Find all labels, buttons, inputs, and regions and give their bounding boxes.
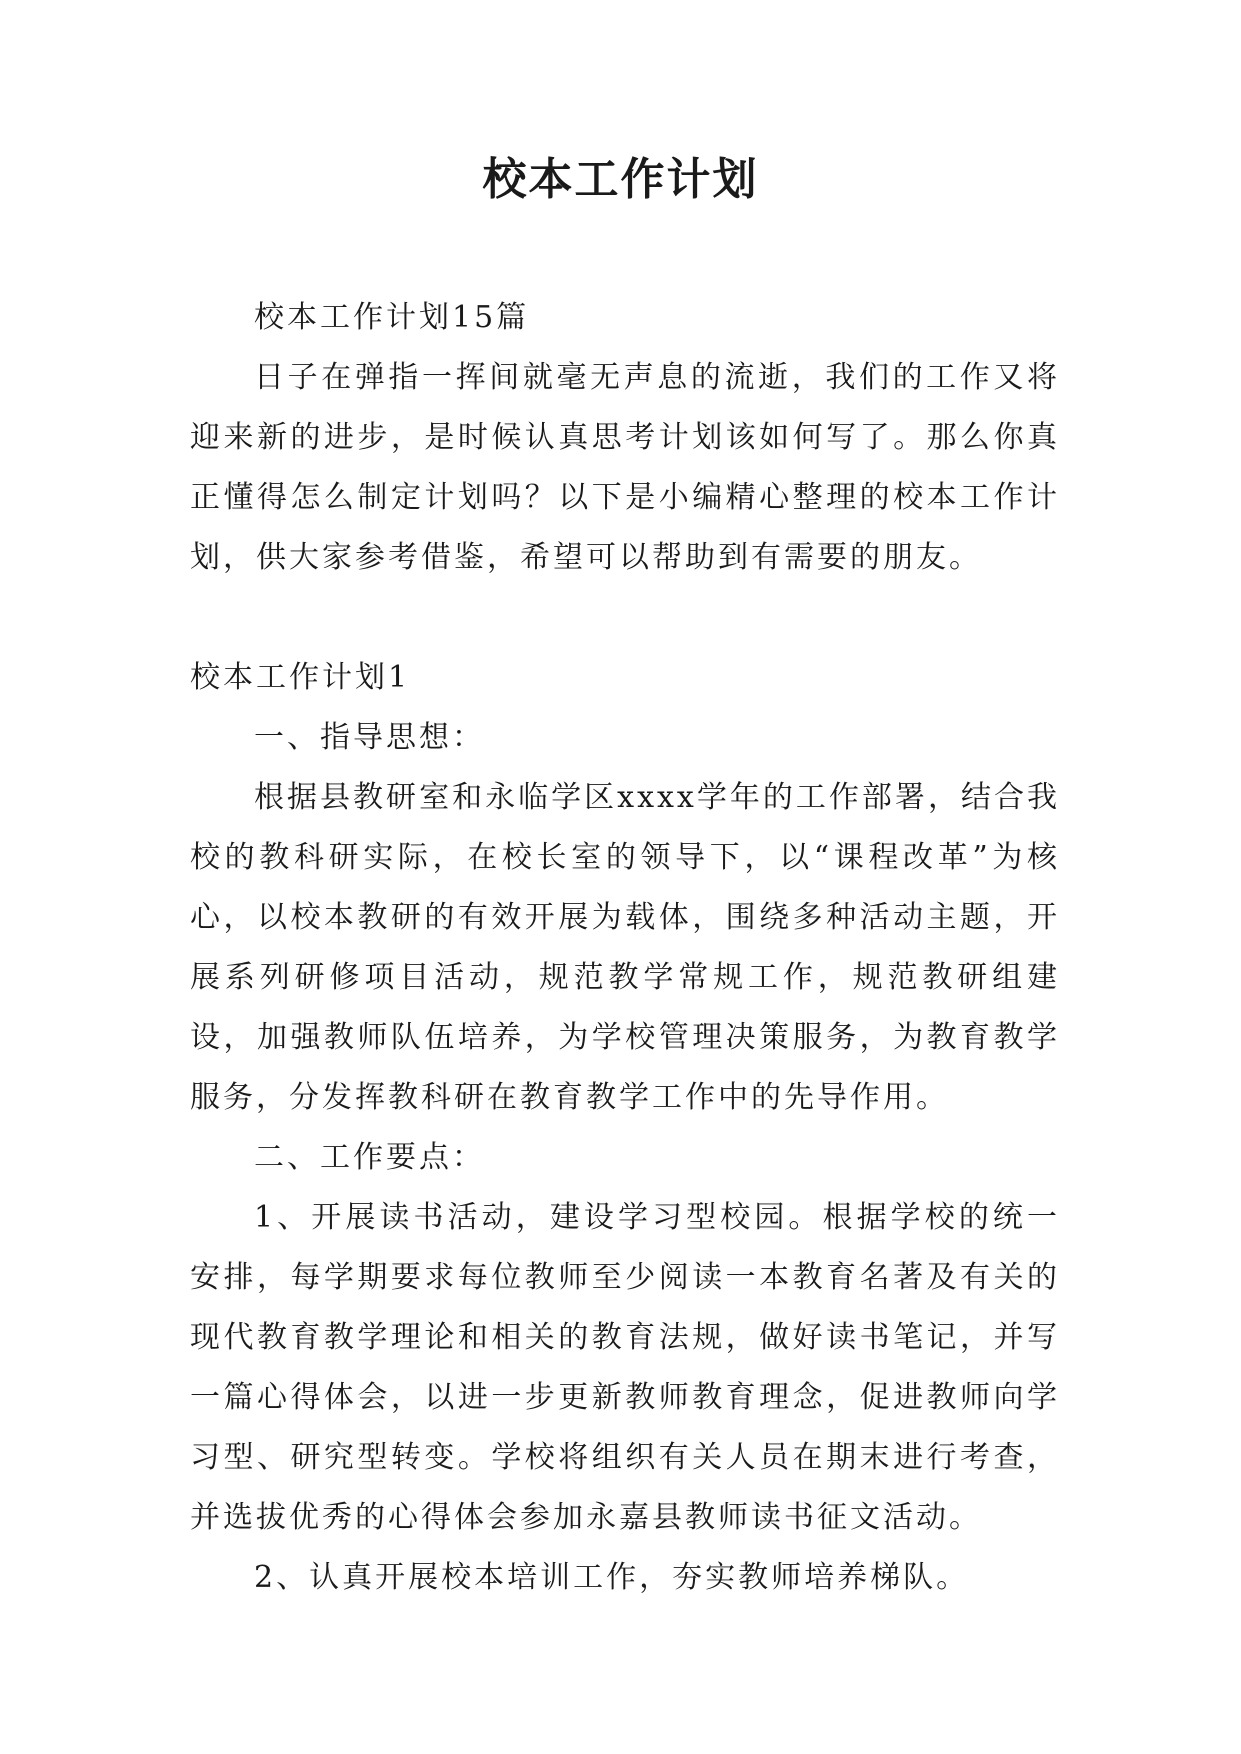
document-body bbox=[190, 288, 1060, 1608]
paragraph-point-2: 2、认真开展校本培训工作，夯实教师培养梯队。 bbox=[254, 1560, 970, 1595]
paragraph-point-1: 1、开展读书活动，建设学习型校园。根据学校的统一安排，每学期要求每位教师至少阅读一本教育名著及有关的现代教育教学理论和相关的教育法规，做好读书笔记，并写一篇心得体会，以进一步更新教师教育理念，促进教师向学习型、研究型转变。学校将组织有关人员在期末进行考查，并选拔优秀的心得体会参加永嘉县教师读书征文活动。 bbox=[190, 1200, 1060, 1535]
section-heading-plan-1: 校本工作计划1 bbox=[190, 660, 411, 695]
heading-guiding-ideology: 一、指导思想： bbox=[254, 720, 485, 755]
paragraph-intro: 日子在弹指一挥间就毫无声息的流逝，我们的工作又将迎来新的进步，是时候认真思考计划该如何写了。那么你真正懂得怎么制定计划吗？以下是小编精心整理的校本工作计划，供大家参考借鉴，希望可以帮助到有需要的朋友。 bbox=[190, 360, 1060, 575]
paragraph-subtitle: 校本工作计划15篇 bbox=[254, 300, 530, 335]
document-title: 校本工作计划 bbox=[482, 154, 759, 205]
section-spacer bbox=[190, 588, 1060, 648]
heading-work-points: 二、工作要点： bbox=[254, 1140, 485, 1175]
paragraph-guiding-ideology: 根据县教研室和永临学区xxxx学年的工作部署，结合我校的教科研实际，在校长室的领导下，以“课程改革”为核心，以校本教研的有效开展为载体，围绕多种活动主题，开展系列研修项目活动，规范教学常规工作，规范教研组建设，加强教师队伍培养，为学校管理决策服务，为教育教学服务，分发挥教科研在教育教学工作中的先导作用。 bbox=[190, 780, 1060, 1115]
